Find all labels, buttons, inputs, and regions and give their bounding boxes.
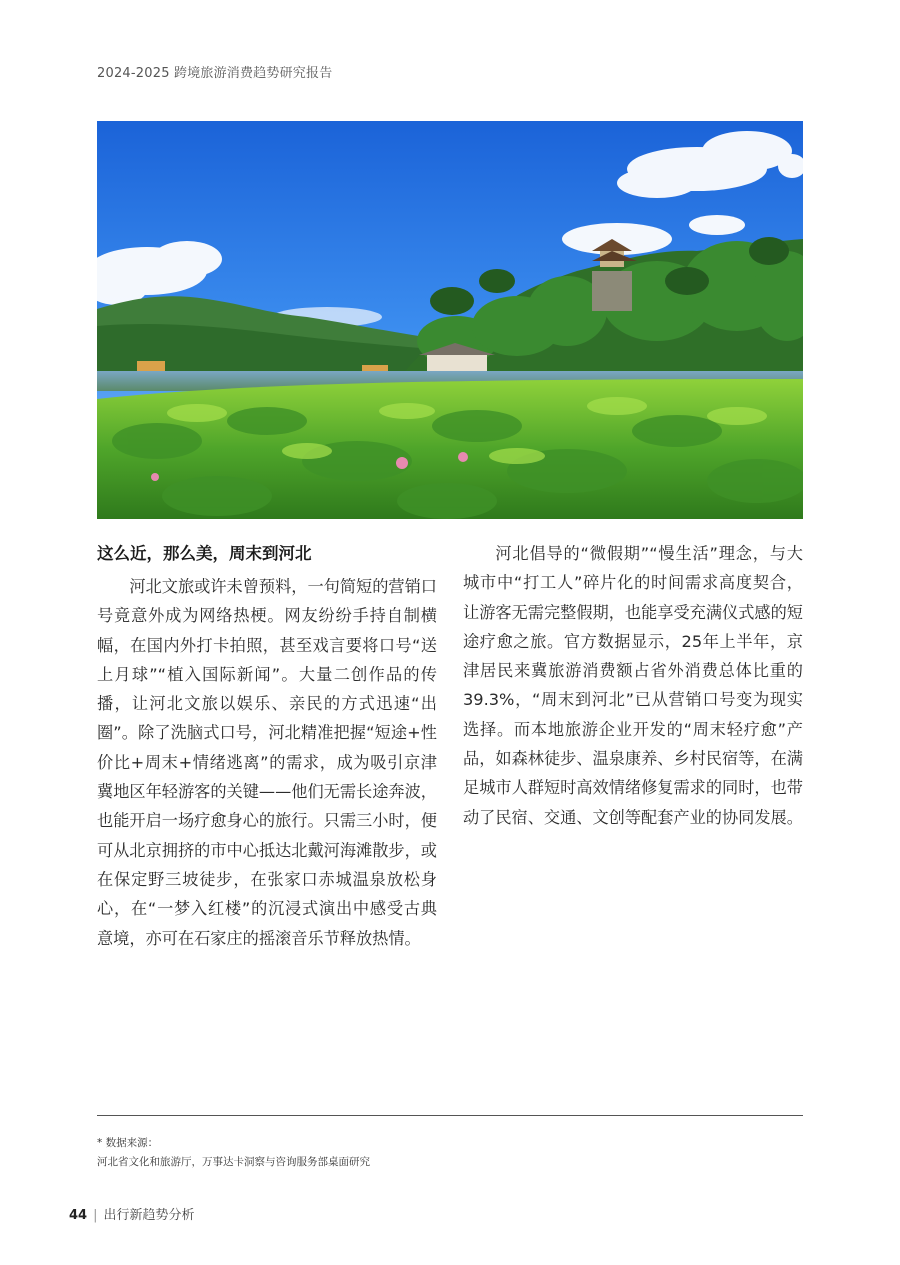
footer-separator: | <box>93 1208 98 1223</box>
running-header: 2024-2025 跨境旅游消费趋势研究报告 <box>97 66 333 81</box>
right-paragraph: 河北倡导的“微假期”“慢生活”理念，与大城市中“打工人”碎片化的时间需求高度契合，让游客无需完整假期，也能享受充满仪式感的短途疗愈之旅。官方数据显示，25年上半年，京津居民来冀旅游消费额占省外消费总体比重的 39.3%，“周末到河北”已从营销口号变为现实选择。而本地旅游企业开发的“周末轻疗愈”产品，如森林徒步、温泉康养、乡村民宿等，在满足城市人群短时高效情绪修复需求的同时，也带动了民宿、交通、文创等配套产业的协同发展。 <box>463 544 803 827</box>
data-source-text: 河北省文化和旅游厅，万事达卡洞察与咨询服务部桌面研究 <box>97 1156 370 1168</box>
data-source-label: * 数据来源： <box>97 1137 159 1149</box>
page-footer <box>69 1204 195 1223</box>
left-column <box>97 540 437 953</box>
footer-section-name: 出行新趋势分析 <box>103 1208 195 1223</box>
right-column <box>463 539 803 832</box>
footnote-divider <box>97 1115 803 1116</box>
article-title: 这么近，那么美，周末到河北 <box>97 544 312 563</box>
page-number: 44 <box>69 1208 88 1223</box>
hero-photo <box>97 121 803 519</box>
data-source-note <box>97 1134 370 1172</box>
left-paragraph: 河北文旅或许未曾预料，一句简短的营销口号竟意外成为网络热梗。网友纷纷手持自制横幅，在国内外打卡拍照，甚至戏言要将口号“送上月球”“植入国际新闻”。大量二创作品的传播，让河北文旅以娱乐、亲民的方式迅速“出圈”。除了洗脑式口号，河北精准把握“短途+性价比+周末+情绪逃离”的需求，成为吸引京津冀地区年轻游客的关键——他们无需长途奔波，也能开启一场疗愈身心的旅行。只需三小时，便可从北京拥挤的市中心抵达北戴河海滩散步，或在保定野三坡徒步，在张家口赤城温泉放松身心，在“一梦入红楼”的沉浸式演出中感受古典意境，亦可在石家庄的摇滚音乐节释放热情。 <box>97 577 437 948</box>
